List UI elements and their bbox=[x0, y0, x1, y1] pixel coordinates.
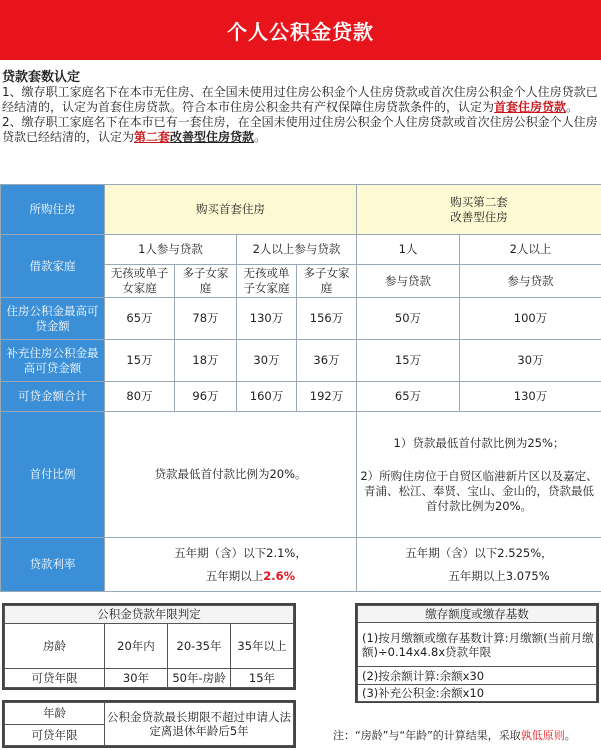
intro-heading: 贷款套数认定 bbox=[2, 70, 81, 85]
rate-first-2b: 2.6% bbox=[263, 568, 296, 583]
table-row bbox=[358, 685, 597, 702]
range-cell: 20-35年 bbox=[168, 623, 231, 669]
intro-p2-highlight-b: 改善型住房贷款 bbox=[170, 130, 255, 144]
rate-first bbox=[105, 538, 357, 592]
two-plus-header: 2人以上参与贷款 bbox=[237, 235, 357, 265]
term-table bbox=[4, 605, 294, 688]
second-two-plus-b: 参与贷款 bbox=[460, 265, 601, 298]
multi-child-2: 多子女家庭 bbox=[297, 265, 357, 298]
table-row bbox=[1, 298, 601, 340]
max1-cell: 100万 bbox=[460, 298, 601, 340]
max2-cell: 30万 bbox=[460, 340, 601, 382]
one-person-header: 1人参与贷款 bbox=[105, 235, 237, 265]
row-label-family: 借款家庭 bbox=[1, 235, 105, 298]
age-rule: 公积金贷款最长期限不超过申请人法定离退休年龄后5年 bbox=[105, 703, 294, 746]
max2-cell: 15万 bbox=[357, 340, 460, 382]
max2-cell: 36万 bbox=[297, 340, 357, 382]
max2-cell: 30万 bbox=[237, 340, 297, 382]
total-cell: 65万 bbox=[357, 382, 460, 412]
footnote-text: 注：“房龄”与“年龄”的计算结果，采取 bbox=[333, 729, 521, 742]
intro-section bbox=[2, 70, 598, 145]
loan-years-label: 可贷年限 bbox=[5, 669, 105, 688]
rate-first-2 bbox=[107, 569, 354, 584]
table-row bbox=[1, 340, 601, 382]
table-row bbox=[5, 606, 294, 624]
base-box bbox=[355, 603, 599, 703]
first-home-header: 购买首套住房 bbox=[105, 185, 357, 235]
years-cell: 30年 bbox=[105, 669, 168, 688]
max1-cell: 78万 bbox=[175, 298, 237, 340]
max1-cell: 65万 bbox=[105, 298, 175, 340]
years-cell: 50年-房龄 bbox=[168, 669, 231, 688]
table-row bbox=[358, 606, 597, 623]
second-two-plus: 2人以上 bbox=[460, 235, 601, 265]
table-row bbox=[1, 412, 601, 538]
rate-second-1: 五年期（含）以下2.525%， bbox=[405, 545, 553, 560]
years-cell: 15年 bbox=[231, 669, 294, 688]
down-second-1: 1）贷款最低首付款比例为25%； bbox=[393, 435, 565, 450]
no-child-1: 无孩或单子女家庭 bbox=[105, 265, 175, 298]
range-cell: 35年以上 bbox=[231, 623, 294, 669]
base-rule-1: (1)按月缴额或缴存基数计算:月缴额(当前月缴额)÷0.14x4.8x贷款年限 bbox=[358, 623, 597, 667]
table-row bbox=[1, 235, 601, 265]
table-row bbox=[5, 703, 294, 725]
down-first: 贷款最低首付款比例为20%。 bbox=[105, 412, 357, 538]
footnote-highlight: 孰低原则 bbox=[520, 729, 565, 742]
row-label-down: 首付比例 bbox=[1, 412, 105, 538]
intro-p1-text: 1、缴存职工家庭名下在本市无住房、在全国未使用过住房公积金个人住房贷款或首次住房公积金个人住房贷款已经结清的，认定为首套住房贷款。符合本市住房公积金共有产权保障住房贷款条件的，认定为 bbox=[2, 85, 598, 114]
row-label-max2: 补充住房公积金最高可贷金额 bbox=[1, 340, 105, 382]
no-child-2: 无孩或单子女家庭 bbox=[237, 265, 297, 298]
base-table bbox=[357, 605, 597, 702]
table-row bbox=[5, 669, 294, 688]
intro-p2-text: 2、缴存职工家庭名下在本市已有一套住房，在全国未使用过住房公积金个人住房贷款或首次住房公积金个人住房贷款已经结清的，认定为 bbox=[2, 115, 598, 144]
intro-paragraph-2 bbox=[2, 115, 598, 145]
total-cell: 80万 bbox=[105, 382, 175, 412]
house-age-label: 房龄 bbox=[5, 623, 105, 669]
row-label-purchase: 所购住房 bbox=[1, 185, 105, 235]
second-home-line1: 购买第二套 bbox=[450, 194, 508, 209]
second-home-header bbox=[357, 185, 601, 235]
total-cell: 96万 bbox=[175, 382, 237, 412]
page-title: 个人公积金贷款 bbox=[0, 0, 601, 60]
table-row bbox=[1, 185, 601, 235]
rate-second bbox=[357, 538, 601, 592]
rate-first-2a: 五年期以上 bbox=[205, 568, 264, 583]
intro-p1-end: 。 bbox=[566, 100, 579, 114]
second-one-person-b: 参与贷款 bbox=[357, 265, 460, 298]
second-home-line2: 改善型住房 bbox=[450, 209, 508, 224]
age-box bbox=[2, 700, 296, 748]
footnote bbox=[333, 727, 599, 743]
table-row bbox=[358, 623, 597, 667]
base-box-title: 缴存额度或缴存基数 bbox=[358, 606, 597, 623]
intro-p1-highlight: 首套住房贷款 bbox=[494, 100, 567, 114]
term-box bbox=[2, 603, 296, 690]
row-label-rate: 贷款利率 bbox=[1, 538, 105, 592]
range-cell: 20年内 bbox=[105, 623, 168, 669]
row-label-max1: 住房公积金最高可贷金额 bbox=[1, 298, 105, 340]
term-box-title: 公积金贷款年限判定 bbox=[5, 606, 294, 624]
table-row bbox=[1, 382, 601, 412]
intro-p2-end: 。 bbox=[254, 130, 267, 144]
intro-p2-highlight: 第二套 bbox=[134, 130, 171, 144]
intro-paragraph-1 bbox=[2, 85, 598, 115]
max1-cell: 130万 bbox=[237, 298, 297, 340]
max1-cell: 50万 bbox=[357, 298, 460, 340]
down-second bbox=[357, 412, 601, 538]
table-row bbox=[5, 623, 294, 669]
rate-second-2: 五年期以上3.075% bbox=[448, 568, 550, 583]
table-row bbox=[358, 667, 597, 685]
row-label-total: 可贷金额合计 bbox=[1, 382, 105, 412]
total-cell: 192万 bbox=[297, 382, 357, 412]
total-cell: 130万 bbox=[460, 382, 601, 412]
base-rule-2: (2)按余额计算:余额x30 bbox=[358, 667, 597, 685]
rate-first-1: 五年期（含）以下2.1%， bbox=[174, 545, 307, 560]
second-one-person: 1人 bbox=[357, 235, 460, 265]
age-label: 年龄 bbox=[5, 703, 105, 725]
table-row bbox=[1, 538, 601, 592]
loan-years-label-2: 可贷年限 bbox=[5, 724, 105, 746]
max1-cell: 156万 bbox=[297, 298, 357, 340]
loan-table bbox=[0, 184, 601, 592]
total-cell: 160万 bbox=[237, 382, 297, 412]
base-rule-3: (3)补充公积金:余额x10 bbox=[358, 685, 597, 702]
down-second-2: 2）所购住房位于自贸区临港新片区以及嘉定、青浦、松江、奉贤、宝山、金山的，贷款最低首付款比例为20%。 bbox=[360, 468, 598, 513]
multi-child-1: 多子女家庭 bbox=[175, 265, 237, 298]
footnote-end: 。 bbox=[564, 729, 576, 742]
max2-cell: 18万 bbox=[175, 340, 237, 382]
age-table bbox=[4, 702, 294, 746]
max2-cell: 15万 bbox=[105, 340, 175, 382]
